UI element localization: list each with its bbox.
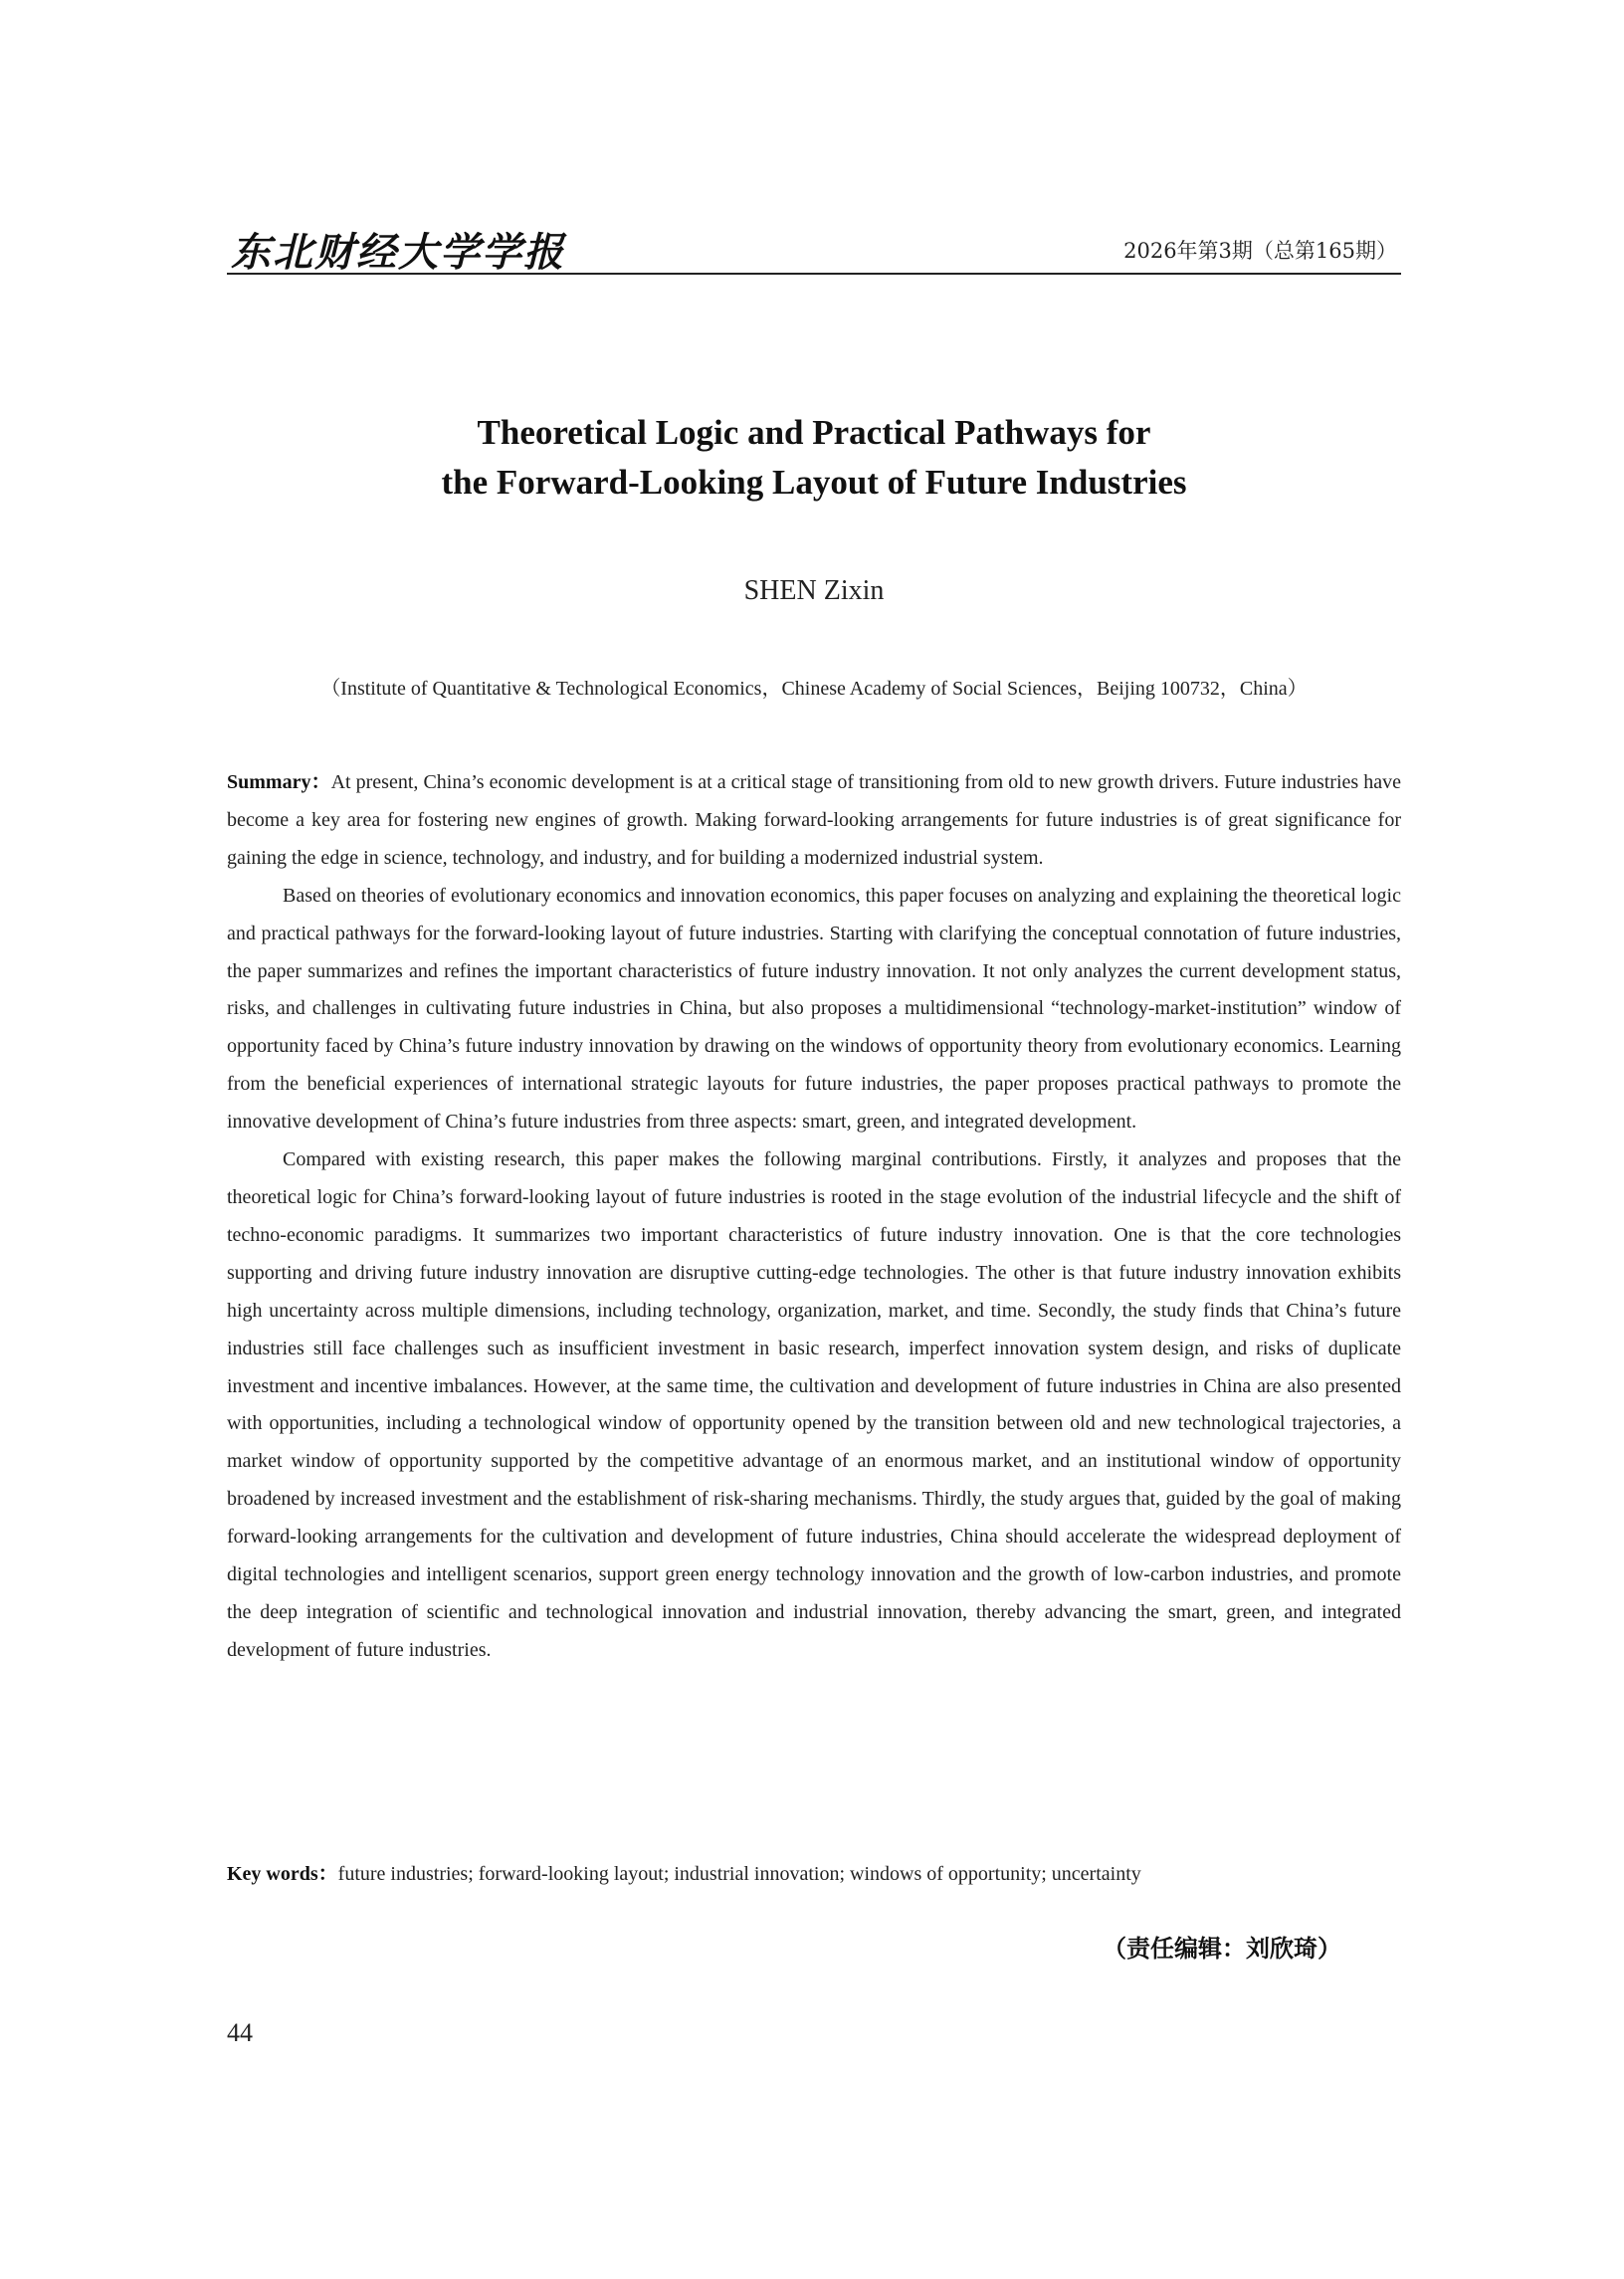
article-title xyxy=(227,408,1401,508)
responsible-editor: （责任编辑：刘欣琦） xyxy=(1103,1935,1341,1963)
author-affiliation: （Institute of Quantitative & Technological Economics，Chinese Academy of Social Sciences，Beijing 100732，China） xyxy=(320,678,1308,700)
journal-header xyxy=(227,221,1401,275)
journal-logo: 东北财经大学学报 xyxy=(231,229,565,276)
abstract-paragraph-3: Compared with existing research, this paper makes the following marginal contributions. Firstly, it analyzes and proposes that the theoretical logic for China’s forward-looking layout of future industries is rooted in the stage evolution of the industrial lifecycle and the shift of techno-economic paradigms. It summarizes two important characteristics of future industry innovation. One is that the core technologies supporting and driving future industry innovation are disruptive cutting-edge technologies. The other is that future industry innovation exhibits high uncertainty across multiple dimensions, including technology, organization, market, and time. Secondly, the study finds that China’s future industries still face challenges such as insufficient investment in basic research, imperfect innovation system design, and risks of duplicate investment and incentive imbalances. However, at the same time, the cultivation and development of future industries in China are also presented with opportunities, including a technological window of opportunity opened by the transition between old and new technological trajectories, a market window of opportunity supported by the competitive advantage of an enormous market, and an institutional window of opportunity broadened by increased investment and the establishment of risk-sharing mechanisms. Thirdly, the study argues that, guided by the goal of making forward-looking arrangements for the cultivation and development of future industries, China should accelerate the widespread deployment of digital technologies and intelligent scenarios, support green energy technology innovation and the growth of low-carbon industries, and promote the deep integration of scientific and technological innovation and industrial innovation, thereby advancing the smart, green, and integrated development of future industries. xyxy=(227,1148,1401,1661)
title-line-1: Theoretical Logic and Practical Pathways for xyxy=(477,413,1151,452)
summary-label: Summary： xyxy=(227,771,331,793)
abstract-paragraph-2: Based on theories of evolutionary economics and innovation economics, this paper focuses on analyzing and explaining the theoretical logic and practical pathways for the forward-looking layout of future industries. Starting with clarifying the conceptual connotation of future industries, the paper summarizes and refines the important characteristics of future industry innovation. It not only analyzes the current development status, risks, and challenges in cultivating future industries in China, but also proposes a multidimensional “technology-market-institution” window of opportunity faced by China’s future industry innovation by drawing on the windows of opportunity theory from evolutionary economics. Learning from the beneficial experiences of international strategic layouts for future industries, the paper proposes practical pathways to promote the innovative development of China’s future industries from three aspects: smart, green, and integrated development. xyxy=(227,884,1401,1134)
abstract xyxy=(227,764,1401,1670)
keywords-label: Key words： xyxy=(227,1863,338,1885)
title-line-2: the Forward-Looking Layout of Future Industries xyxy=(441,463,1187,502)
issue-info: 2026年第3期（总第165期） xyxy=(1123,239,1397,263)
keywords-text: future industries; forward-looking layout; industrial innovation; windows of opportunity; uncertainty xyxy=(337,1863,1141,1885)
page-number: 44 xyxy=(227,2018,253,2047)
abstract-paragraph-1 xyxy=(227,764,1401,878)
author-name: SHEN Zixin xyxy=(743,575,885,606)
keywords xyxy=(227,1855,1401,1893)
abstract-paragraph-1-text: At present, China’s economic development is at a critical stage of transitioning from old to new growth drivers. Future industries have become a key area for fostering new engines of growth. Making forward-looking arrangements for future industries is of great significance for gaining the edge in science, technology, and industry, and for building a modernized industrial system. xyxy=(227,771,1401,869)
